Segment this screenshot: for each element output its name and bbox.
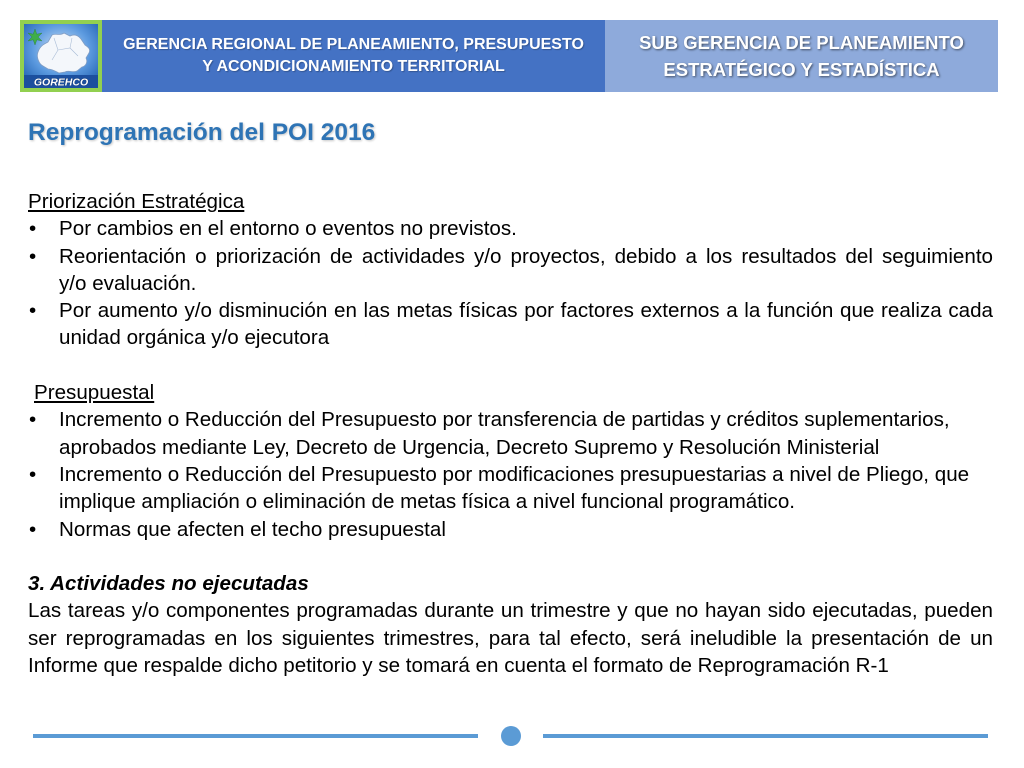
- bullet-item: [28, 297, 993, 352]
- unit-name-line: SUB GERENCIA DE PLANEAMIENTO: [639, 32, 964, 53]
- section-heading: Presupuestal: [34, 381, 155, 405]
- slide-header: [20, 20, 998, 92]
- bullet-marker: •: [29, 217, 37, 241]
- bullet-text-line: Incremento o Reducción del Presupuesto por transferencia de partidas y créditos suplementarios,: [59, 408, 950, 432]
- spacer: [28, 352, 993, 379]
- bullet-marker: •: [29, 244, 37, 268]
- bullet-item: [28, 243, 993, 298]
- bullet-text-line: Normas que afecten el techo presupuestal: [59, 517, 446, 541]
- footer-divider-right: [543, 734, 988, 738]
- bullet-marker: •: [29, 299, 37, 323]
- bullet-item: [28, 215, 993, 242]
- bullet-marker: •: [29, 408, 37, 432]
- spacer: [28, 543, 993, 570]
- footer-divider-left: [33, 734, 478, 738]
- section-heading: 3. Actividades no ejecutadas: [28, 572, 309, 596]
- bullet-marker: •: [29, 462, 37, 486]
- bullet-text-line: Por aumento y/o disminución en las metas físicas por factores externos a la función que realiza cada: [59, 299, 993, 323]
- bullet-text-line: y/o evaluación.: [59, 271, 197, 295]
- bullet-text-line: implique ampliación o eliminación de metas física a nivel funcional programático.: [59, 490, 796, 514]
- unit-name-line: ESTRATÉGICO Y ESTADÍSTICA: [663, 59, 940, 80]
- bullet-item: [28, 406, 993, 461]
- section-unexecuted-activities: [28, 570, 993, 679]
- footer-circle-icon: [501, 726, 521, 746]
- paragraph-line: Las tareas y/o componentes programadas durante un trimestre y que no hayan sido ejecutadas, pueden: [28, 599, 993, 623]
- section-heading-row: [28, 188, 993, 215]
- bullet-item: [28, 461, 993, 516]
- bullet-text-line: Incremento o Reducción del Presupuesto por modificaciones presupuestarias a nivel de Pliego, que: [59, 462, 970, 486]
- bullet-text-line: Reorientación o priorización de actividades y/o proyectos, debido a los resultados del seguimiento: [59, 244, 993, 268]
- paragraph-line: ser reprogramadas en los siguientes trimestres, para tal efecto, será ineludible la presentación de un: [28, 626, 993, 650]
- slide-title: Reprogramación del POI 2016: [28, 119, 376, 146]
- logo-text: GOREHCO: [33, 76, 89, 88]
- bullet-text-line: unidad orgánica y/o ejecutora: [59, 326, 330, 350]
- bullet-text-line: aprobados mediante Ley, Decreto de Urgencia, Decreto Supremo y Resolución Ministerial: [59, 435, 880, 459]
- org-name-line: GERENCIA REGIONAL DE PLANEAMIENTO, PRESUPUESTO: [123, 36, 584, 53]
- logo-box: [20, 20, 102, 92]
- paragraph-line: Informe que respalde dicho petitorio y se tomará en cuenta el formato de Reprogramación R-1: [28, 654, 889, 678]
- section-heading: Priorización Estratégica: [28, 190, 245, 213]
- section-heading-row: [28, 379, 993, 406]
- org-name-banner: [102, 20, 605, 92]
- section-budget: [28, 379, 993, 543]
- bullet-item: [28, 516, 993, 543]
- gorehco-logo: [24, 24, 98, 88]
- section-strategic-prioritization: [28, 188, 993, 352]
- slide-body: [28, 188, 993, 679]
- unit-name-banner: [605, 20, 998, 92]
- org-name-line: Y ACONDICIONAMIENTO TERRITORIAL: [202, 58, 505, 75]
- bullet-text-line: Por cambios en el entorno o eventos no previstos.: [59, 217, 517, 241]
- bullet-marker: •: [29, 517, 37, 541]
